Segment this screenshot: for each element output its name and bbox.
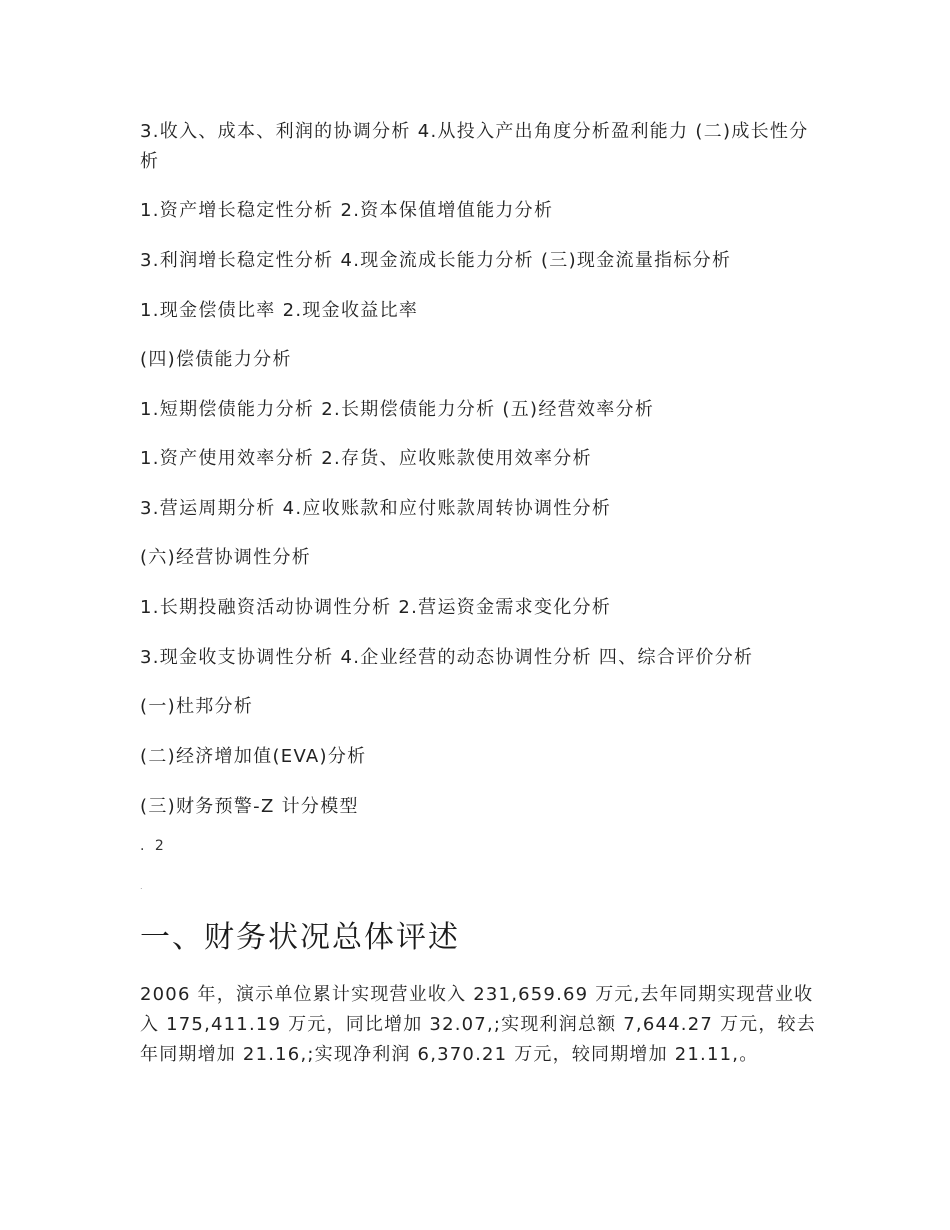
summary-paragraph: 2006 年，演示单位累计实现营业收入 231,659.69 万元,去年同期实现营业收入 175,411.19 万元，同比增加 32.07,;实现利润总额 7,644.27 万元，较去年同期增加 21.16,;实现净利润 6,370.21 万元，较同期增加 21.11,。 xyxy=(140,984,816,1065)
toc-line: 1.资产使用效率分析 2.存货、应收账款使用效率分析 xyxy=(140,448,592,469)
toc-line: 1.现金偿债比率 2.现金收益比率 xyxy=(140,300,419,321)
toc-line: 3.营运周期分析 4.应收账款和应付账款周转协调性分析 xyxy=(140,498,612,519)
toc-line: (二)经济增加值(EVA)分析 xyxy=(140,746,367,767)
toc-line: (一)杜邦分析 xyxy=(140,696,254,717)
toc-line: (四)偿债能力分析 xyxy=(140,349,292,370)
toc-line: 1.长期投融资活动协调性分析 2.营运资金需求变化分析 xyxy=(140,597,612,618)
section-heading: 一、财务状况总体评述 xyxy=(140,920,460,955)
toc-line: 3.利润增长稳定性分析 4.现金流成长能力分析 (三)现金流量指标分析 xyxy=(140,250,732,271)
toc-line: 3.收入、成本、利润的协调分析 4.从投入产出角度分析盈利能力 (二)成长性分析 xyxy=(140,121,809,172)
page-mark: . xyxy=(140,882,143,891)
toc-line: 1.短期偿债能力分析 2.长期偿债能力分析 (五)经营效率分析 xyxy=(140,399,655,420)
toc-line: (三)财务预警-Z 计分模型 xyxy=(140,796,359,817)
page-number: . 2 xyxy=(140,838,167,854)
toc-line: (六)经营协调性分析 xyxy=(140,547,312,568)
toc-line: 3.现金收支协调性分析 4.企业经营的动态协调性分析 四、综合评价分析 xyxy=(140,647,754,668)
toc-line: 1.资产增长稳定性分析 2.资本保值增值能力分析 xyxy=(140,200,554,221)
